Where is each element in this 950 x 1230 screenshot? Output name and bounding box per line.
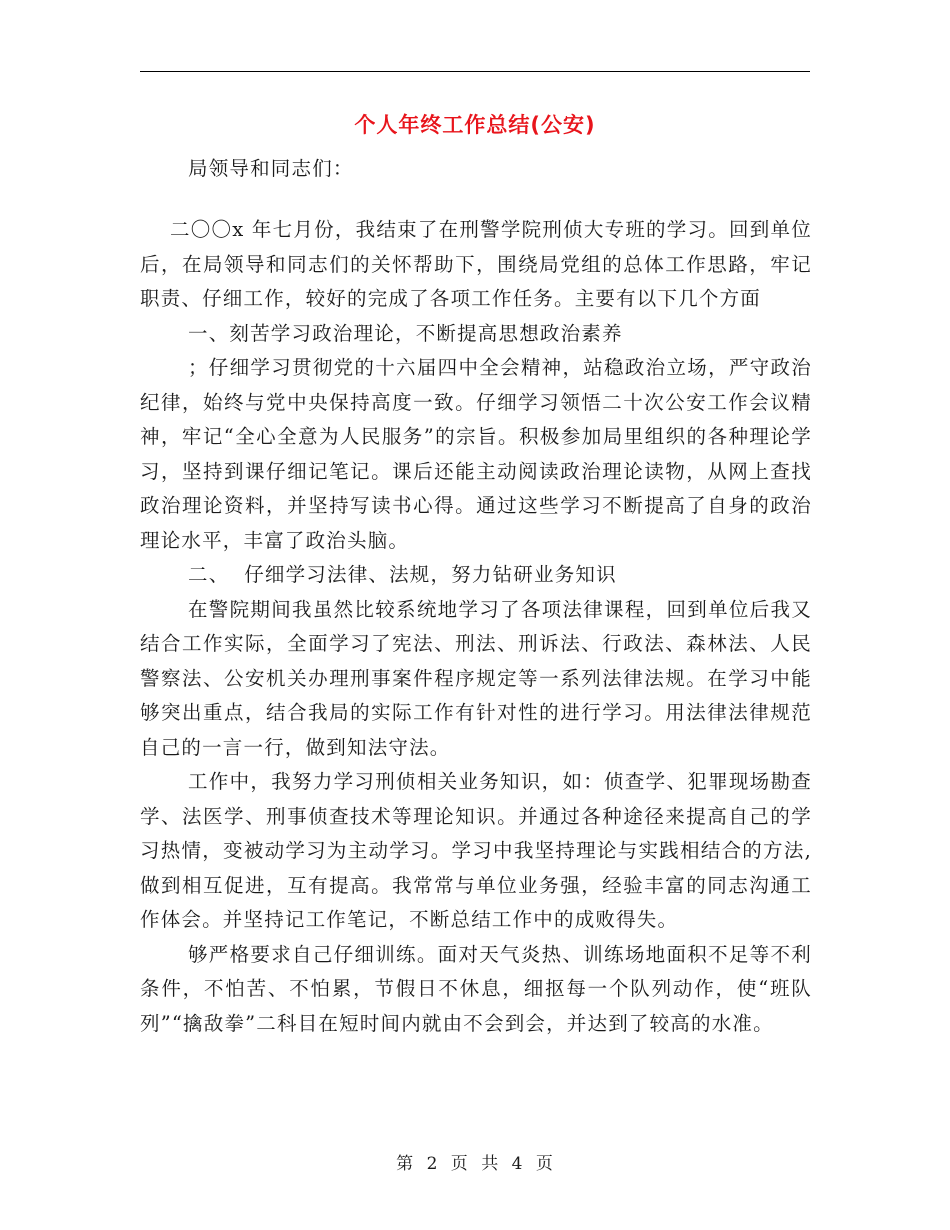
current-page-number: 2 — [426, 1154, 439, 1174]
paragraph-law-study: 在警院期间我虽然比较系统地学习了各项法律课程，回到单位后我又结合工作实际，全面学习了宪法、刑法、刑诉法、行政法、森林法、人民警察法、公安机关办理刑事案件程序规定等一系列法律法规。在学习中能够突出重点，结合我局的实际工作有针对性的进行学习。用法律法律规范自己的一言一行，做到知法守法。 — [140, 597, 812, 759]
paragraph-intro: 二〇〇x 年七月份，我结束了在刑警学院刑侦大专班的学习。回到单位后，在局领导和同志们的关怀帮助下，围绕局党组的总体工作思路，牢记职责、仔细工作，较好的完成了各项工作任务。主要有以下几个方面 — [140, 218, 812, 310]
footer-total-label: 共 — [481, 1154, 500, 1174]
footer-page-label: 页 — [450, 1154, 469, 1174]
footer-suffix: 页 — [535, 1154, 554, 1174]
page-title: 个人年终工作总结(公安) — [354, 113, 596, 137]
salutation: 局领导和同志们： — [188, 157, 354, 180]
page-footer — [0, 1152, 950, 1176]
paragraph-politics: ；仔细学习贯彻党的十六届四中全会精神，站稳政治立场，严守政治纪律，始终与党中央保持高度一致。仔细学习领悟二十次公安工作会议精神，牢记“全心全意为人民服务”的宗旨。积极参加局里组织的各种理论学习，坚持到课仔细记笔记。课后还能主动阅读政治理论读物，从网上查找政治理论资料，并坚持写读书心得。通过这些学习不断提高了自身的政治理论水平，丰富了政治头脑。 — [140, 356, 812, 552]
section-heading-2: 二、 仔细学习法律、法规，努力钻研业务知识 — [188, 563, 617, 586]
footer-prefix: 第 — [396, 1154, 415, 1174]
document-body — [140, 213, 812, 1041]
paragraph-work-study: 工作中，我努力学习刑侦相关业务知识，如：侦查学、犯罪现场勘查学、法医学、刑事侦查技术等理论知识。并通过各种途径来提高自己的学习热情，变被动学习为主动学习。学习中我坚持理论与实践相结合的方法,做到相互促进，互有提高。我常常与单位业务强，经验丰富的同志沟通工作体会。并坚持记工作笔记，不断总结工作中的成败得失。 — [140, 770, 812, 931]
paragraph-training: 够严格要求自己仔细训练。面对天气炎热、训练场地面积不足等不利条件，不怕苦、不怕累，节假日不休息，细抠每一个队列动作，使“班队列”“擒敌拳”二科目在短时间内就由不会到会，并达到了较高的水准。 — [140, 942, 812, 1035]
header-rule — [140, 71, 810, 72]
total-pages-number: 4 — [511, 1154, 524, 1174]
section-heading-1: 一、刻苦学习政治理论，不断提高思想政治素养 — [188, 321, 623, 345]
